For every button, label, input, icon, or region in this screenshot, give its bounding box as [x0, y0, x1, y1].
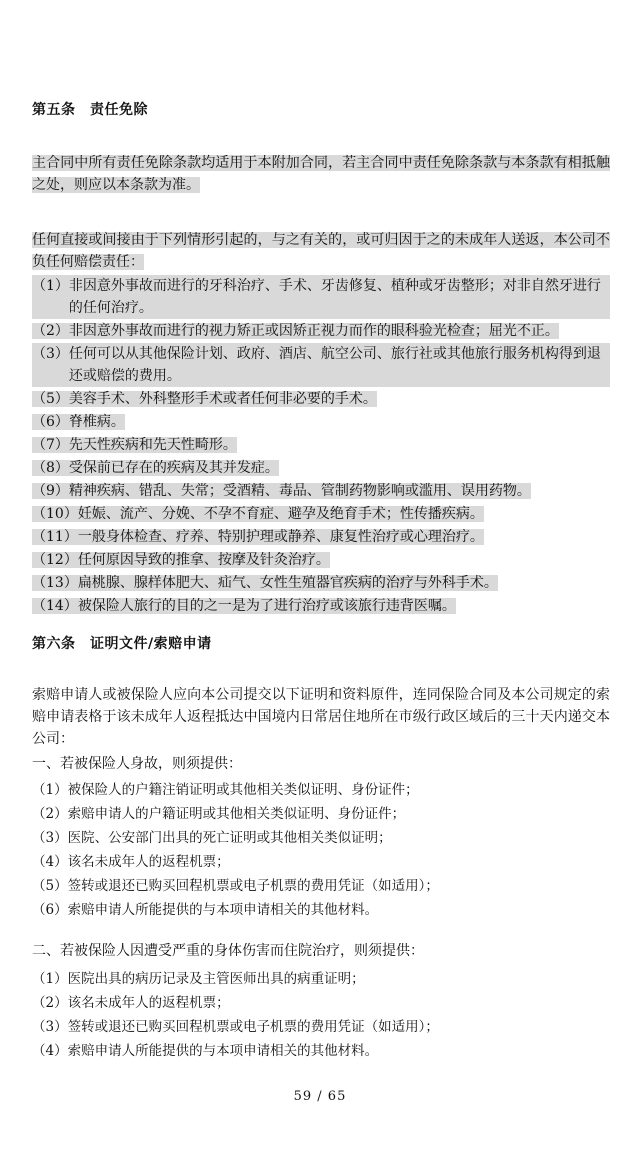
- exclusion-item-text: 美容手术、外科整形手术或者任何非必要的手术。: [68, 391, 377, 407]
- exclusion-item-number: （11）: [32, 529, 78, 545]
- exclusion-item: [32, 320, 610, 342]
- document-item: （3）签转或退还已购买回程机票或电子机票的费用凭证（如适用）；: [32, 1019, 439, 1035]
- exclusion-item-text: 先天性疾病和先天性畸形。: [68, 437, 237, 453]
- exclusion-item-text: 精神疾病、错乱、失常；受酒精、毒品、管制药物影响或滥用、误用药物。: [68, 483, 531, 499]
- exclusion-item-text: 妊娠、流产、分娩、不孕不育症、避孕及绝育手术；性传播疾病。: [77, 506, 484, 522]
- exclusion-list: [32, 275, 610, 618]
- exclusion-item-number: （3）: [32, 346, 69, 362]
- exclusion-item-number: （9）: [32, 483, 69, 499]
- article-6-title: 第六条 证明文件/索赔申请: [32, 636, 212, 652]
- article-5-paragraph-2-text: 任何直接或间接由于下列情形引起的，与之有关的，或可归因于之的未成年人送返，本公司不负任何赔偿责任：: [32, 232, 610, 270]
- exclusion-item: [32, 411, 610, 433]
- section-2-title: 二、若被保险人因遭受严重的身体伤害而住院治疗，则须提供：: [32, 943, 424, 959]
- exclusion-item: [32, 549, 610, 571]
- exclusion-item-number: （2）: [32, 323, 69, 339]
- exclusion-item: [32, 480, 610, 502]
- exclusion-item: [32, 595, 610, 617]
- document-item: （1）被保险人的户籍注销证明或其他相关类似证明、身份证件；: [32, 782, 419, 798]
- exclusion-item: [32, 526, 610, 548]
- exclusion-item: [32, 343, 610, 387]
- document-item: （1）医院出具的病历记录及主管医师出具的病重证明；: [32, 971, 365, 987]
- section-1-list: [32, 778, 610, 922]
- exclusion-item-number: （7）: [32, 437, 69, 453]
- exclusion-item-text: 非因意外事故而进行的视力矫正或因矫正视力而作的眼科验光检查；屈光不正。: [68, 323, 559, 339]
- exclusion-item-text: 脊椎病。: [68, 414, 125, 430]
- exclusion-item: [32, 503, 610, 525]
- article-5-paragraph-1: [32, 152, 610, 196]
- document-item: （4）该名未成年人的返程机票；: [32, 854, 230, 870]
- exclusion-item: [32, 572, 610, 594]
- article-5-paragraph-2: [32, 229, 610, 273]
- exclusion-item-number: （6）: [32, 414, 69, 430]
- exclusion-item: [32, 275, 610, 319]
- document-item: （4）索赔申请人所能提供的与本项申请相关的其他材料。: [32, 1043, 379, 1059]
- exclusion-item-number: （10）: [32, 506, 78, 522]
- page-number: 59 / 65: [293, 1089, 347, 1104]
- exclusion-item-text: 扁桃腺、腺样体肥大、疝气、女性生殖器官疾病的治疗与外科手术。: [77, 575, 498, 591]
- exclusion-item: [32, 457, 610, 479]
- exclusion-item-text: 任何原因导致的推拿、按摩及针灸治疗。: [77, 552, 330, 568]
- exclusion-item-number: （1）: [32, 278, 69, 294]
- exclusion-item-number: （8）: [32, 460, 69, 476]
- document-item: （2）该名未成年人的返程机票；: [32, 995, 230, 1011]
- exclusion-item: [32, 388, 610, 410]
- document-item: （6）索赔申请人所能提供的与本项申请相关的其他材料。: [32, 902, 379, 918]
- exclusion-item-number: （13）: [32, 575, 78, 591]
- section-2-list: [32, 967, 610, 1063]
- exclusion-item-text: 被保险人旅行的目的之一是为了进行治疗或该旅行违背医嘱。: [77, 598, 456, 614]
- article-5-title: 第五条 责任免除: [32, 102, 148, 118]
- section-1-title: 一、若被保险人身故，则须提供：: [32, 756, 242, 772]
- document-item: （2）索赔申请人的户籍证明或其他相关类似证明、身份证件；: [32, 806, 406, 822]
- article-6-intro: 索赔申请人或被保险人应向本公司提交以下证明和资料原件，连同保险合同及本公司规定的索赔申请表格于该未成年人返程抵达中国境内日常居住地所在市级行政区域后的三十天内递交本公司：: [32, 687, 610, 747]
- exclusion-item-number: （12）: [32, 552, 78, 568]
- document-item: （3）医院、公安部门出具的死亡证明或其他相关类似证明；: [32, 830, 392, 846]
- exclusion-item-number: （14）: [32, 598, 78, 614]
- article-5-paragraph-1-text: 主合同中所有责任免除条款均适用于本附加合同，若主合同中责任免除条款与本条款有相抵触之处，则应以本条款为准。: [32, 155, 610, 193]
- exclusion-item-text: 非因意外事故而进行的牙科治疗、手术、牙齿修复、植种或牙齿整形；对非自然牙进行的任何治疗。: [68, 278, 601, 316]
- exclusion-item: [32, 434, 610, 456]
- document-item: （5）签转或退还已购买回程机票或电子机票的费用凭证（如适用）；: [32, 878, 439, 894]
- exclusion-item-text: 任何可以从其他保险计划、政府、酒店、航空公司、旅行社或其他旅行服务机构得到退还或赔偿的费用。: [68, 346, 601, 384]
- exclusion-item-text: 一般身体检查、疗养、特别护理或静养、康复性治疗或心理治疗。: [77, 529, 484, 545]
- exclusion-item-text: 受保前已存在的疾病及其并发症。: [68, 460, 279, 476]
- exclusion-item-number: （5）: [32, 391, 69, 407]
